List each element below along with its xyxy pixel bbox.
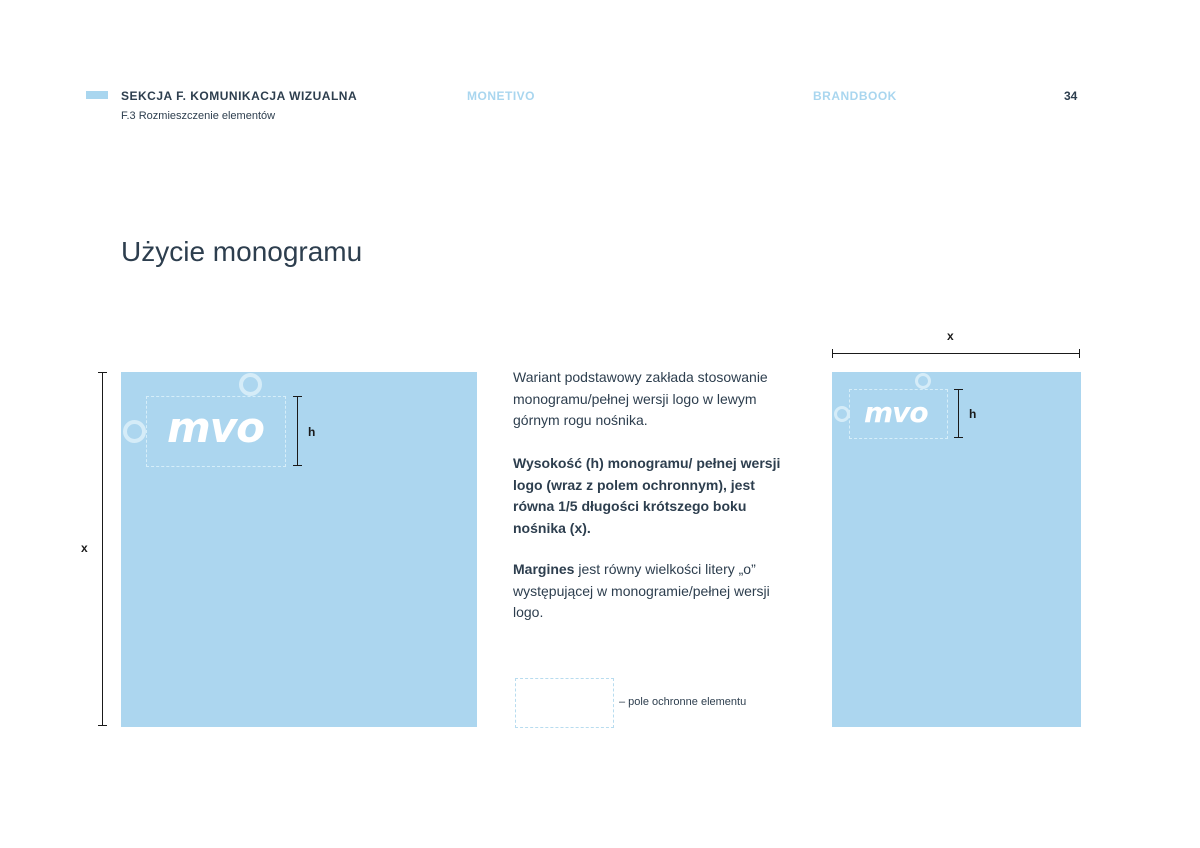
h-tick-bottom-right — [954, 437, 963, 438]
margin-term: Margines — [513, 561, 575, 577]
mvo-monogram-logo-large: mvo — [167, 403, 264, 452]
protection-field-legend-swatch — [515, 678, 614, 728]
margin-ring-icon — [834, 406, 850, 422]
page-title: Użycie monogramu — [121, 236, 363, 267]
h-label-right: h — [969, 407, 977, 421]
h-tick-top-right — [954, 389, 963, 390]
paragraph-height-rule: Wysokość (h) monogramu/ pełnej wersji logo (wraz z polem ochronnym), jest równa 1/5 długości krótszego boku nośnika (x). — [513, 455, 781, 536]
x-dimension-line-left — [102, 372, 103, 726]
h-dimension-line-left — [297, 396, 298, 466]
margin-ring-icon — [915, 373, 931, 389]
brand-name: MONETIVO — [467, 89, 536, 103]
x-label-left: x — [81, 541, 88, 555]
x-dimension-tick-bottom — [98, 725, 107, 726]
h-tick-bottom — [293, 465, 302, 466]
document-name: BRANDBOOK — [813, 89, 897, 103]
subsection-title: F.3 Rozmieszczenie elementów — [121, 110, 276, 122]
h-tick-top — [293, 396, 302, 397]
h-dimension-line-right — [958, 389, 959, 438]
margin-description: jest równy wielkości litery „o” występującej w monogramie/pełnej wersji logo. — [513, 561, 770, 620]
paragraph-intro: Wariant podstawowy zakłada stosowanie monogramu/pełnej wersji logo w lewym górnym rogu nośnika. — [513, 369, 768, 428]
section-title: SEKCJA F. KOMUNIKACJA WIZUALNA — [121, 89, 358, 103]
h-label-left: h — [308, 425, 316, 439]
legend-label: – pole ochronne elementu — [619, 696, 747, 708]
x-dimension-tick-top — [98, 372, 107, 373]
x-label-top: x — [947, 329, 954, 343]
margin-ring-icon — [239, 373, 262, 396]
x-dimension-tick-left — [832, 349, 833, 358]
x-dimension-tick-right — [1079, 349, 1080, 358]
x-dimension-line-top — [832, 353, 1080, 354]
paragraph-margin-rule — [513, 559, 783, 624]
section-marker — [86, 91, 108, 99]
page-number: 34 — [1064, 89, 1078, 103]
mvo-monogram-logo-small: mvo — [864, 396, 928, 429]
margin-ring-icon — [123, 420, 146, 443]
